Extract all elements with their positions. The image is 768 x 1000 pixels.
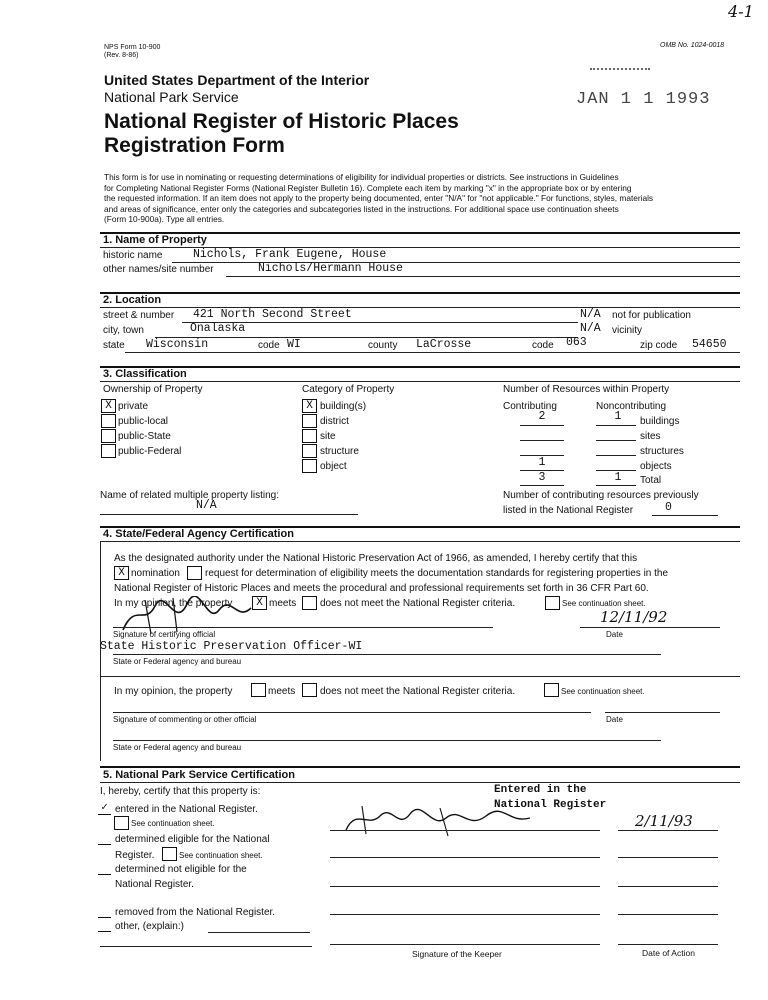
category-buildings-label: building(s) xyxy=(320,401,367,412)
agency-name: National Park Service xyxy=(104,89,239,105)
opinion2-text: In my opinion, the property xyxy=(114,686,233,697)
date2-label: Date xyxy=(606,715,623,724)
form-number: NPS Form 10-900 xyxy=(104,44,161,51)
vicinity-mark[interactable]: N/A xyxy=(580,322,601,335)
does-not-meet2-label: does not meet the National Register criteria. xyxy=(320,686,516,697)
section-4-heading: 4. State/Federal Agency Certification xyxy=(103,528,294,540)
date-line xyxy=(618,914,718,915)
contrib-buildings[interactable]: 2 xyxy=(538,410,546,423)
not-for-publication-label: not for publication xyxy=(612,310,691,321)
request-text: request for determination of eligibility meets the documentation standards for registering properties in the xyxy=(205,568,669,579)
historic-name-label: historic name xyxy=(103,250,163,261)
agency-line xyxy=(113,654,661,655)
previously-listed-value[interactable]: 0 xyxy=(665,501,672,514)
keeper-signature-label: Signature of the Keeper xyxy=(412,949,502,959)
eligible-label: determined eligible for the National xyxy=(115,834,270,845)
form-title: National Register of Historic Places xyxy=(104,110,459,133)
field-line xyxy=(100,514,358,515)
signature-line xyxy=(113,712,591,713)
section-rule xyxy=(100,676,740,677)
keeper-signature xyxy=(336,800,536,840)
instruction-line: and areas of significance, enter only the categories and subcategories listed in the instructions. For additional space use continuation sheets xyxy=(104,203,619,214)
other-names-value[interactable]: Nichols/Hermann House xyxy=(258,262,403,275)
omb-number: OMB No. 1024-0018 xyxy=(660,42,725,49)
section-1-heading: 1. Name of Property xyxy=(103,234,207,246)
zip-label: zip code xyxy=(640,340,678,351)
other-names-label: other names/site number xyxy=(103,264,214,275)
state-value[interactable]: Wisconsin xyxy=(146,338,209,351)
agency2-label: State or Federal agency and bureau xyxy=(113,743,242,752)
date-line xyxy=(580,627,720,628)
entered-see-cont-checkbox[interactable] xyxy=(114,816,129,830)
signature-line xyxy=(113,627,493,628)
cert-statement-line-3: National Register of Historic Places and meets the procedural and professional requirements set forth in 36 CFR Part 60. xyxy=(114,583,649,594)
previously-listed-label-1: Number of contributing resources previously xyxy=(503,490,699,501)
ownership-private-label: private xyxy=(118,401,149,412)
date-line xyxy=(618,830,718,831)
keeper-date-value[interactable]: 2/11/93 xyxy=(635,812,693,830)
removed-checkbox[interactable] xyxy=(98,905,111,918)
meets2-checkbox[interactable] xyxy=(251,683,266,697)
entered-checkbox[interactable]: ✓ xyxy=(98,802,111,815)
state-code-value[interactable]: WI xyxy=(287,338,301,351)
field-line xyxy=(520,440,564,441)
contrib-total[interactable]: 3 xyxy=(538,471,546,484)
category-district-checkbox[interactable] xyxy=(302,414,317,428)
not-eligible-label: determined not eligible for the xyxy=(115,864,247,875)
noncontrib-buildings[interactable]: 1 xyxy=(614,410,622,423)
resource-type-objects: objects xyxy=(640,461,672,472)
noncontributing-label: Noncontributing xyxy=(596,401,667,412)
field-line xyxy=(208,932,310,933)
instruction-line: for Completing National Register Forms (National Register Bulletin 16). Complete each item by marking "x" in the appropriate box or by entering xyxy=(104,182,632,193)
date-line xyxy=(605,712,720,713)
county-code-label: code xyxy=(532,340,554,351)
date-line xyxy=(618,857,718,858)
street-label: street & number xyxy=(103,310,175,321)
resources-label: Number of Resources within Property xyxy=(503,384,670,395)
vicinity-label: vicinity xyxy=(612,325,643,336)
field-line xyxy=(596,455,636,456)
form-subtitle: Registration Form xyxy=(104,134,285,157)
entered-stamp-line-2: National Register xyxy=(494,799,607,811)
agency-bureau-value[interactable]: State Historic Preservation Officer-WI xyxy=(100,640,363,653)
state-label: state xyxy=(103,340,125,351)
agency-bureau-label: State or Federal agency and bureau xyxy=(113,657,242,666)
category-structure-label: structure xyxy=(320,446,359,457)
ownership-public-local-label: public-local xyxy=(118,416,169,427)
cert-statement-line-1: As the designated authority under the National Historic Preservation Act of 1966, as amended, I hereby certify that this xyxy=(114,553,638,564)
category-label: Category of Property xyxy=(302,384,395,395)
field-line xyxy=(596,425,636,426)
does-not-meet-checkbox[interactable] xyxy=(302,596,317,610)
eligible-register-label: Register. xyxy=(115,850,155,861)
field-line xyxy=(596,485,636,486)
department-name: United States Department of the Interior xyxy=(104,72,370,88)
meets2-label: meets xyxy=(268,686,296,697)
received-stamp: JAN 1 1 1993 xyxy=(576,90,711,109)
nps-cert-intro: I, hereby, certify that this property is: xyxy=(100,786,261,797)
category-object-checkbox[interactable] xyxy=(302,459,317,473)
eligible-see-cont-label: See continuation sheet. xyxy=(179,851,263,860)
keeper-line xyxy=(330,886,600,887)
other-checkbox[interactable] xyxy=(98,919,111,932)
not-eligible-register-label: National Register. xyxy=(115,879,194,890)
not-for-publication-mark[interactable]: N/A xyxy=(580,308,601,321)
category-district-label: district xyxy=(320,416,349,427)
field-line xyxy=(520,425,564,426)
ownership-private-checkbox[interactable]: X xyxy=(101,399,116,413)
county-label: county xyxy=(368,340,398,351)
category-structure-checkbox[interactable] xyxy=(302,444,317,458)
section-rule xyxy=(100,381,740,382)
section-rule xyxy=(100,366,740,368)
page-mark: 4-1 xyxy=(728,2,754,21)
city-label: city, town xyxy=(103,325,144,336)
city-value[interactable]: Onalaska xyxy=(190,322,246,335)
historic-name-value[interactable]: Nichols, Frank Eugene, House xyxy=(193,248,387,261)
entered-label: entered in the National Register. xyxy=(115,804,258,815)
section-rule xyxy=(100,541,740,542)
nomination-checkbox[interactable]: X xyxy=(114,566,129,580)
meets-checkbox[interactable]: X xyxy=(252,596,267,610)
other-label: other, (explain:) xyxy=(115,921,184,932)
section-rule xyxy=(100,292,740,294)
nomination-label: nomination xyxy=(131,568,180,579)
ownership-public-federal-label: public-Federal xyxy=(118,446,182,457)
category-buildings-checkbox[interactable]: X xyxy=(302,399,317,413)
contributing-label: Contributing xyxy=(503,401,557,412)
entered-see-cont-label: See continuation sheet. xyxy=(131,819,215,828)
resource-type-total: Total xyxy=(640,475,662,486)
agency-line xyxy=(113,740,661,741)
previously-listed-label-2: listed in the National Register xyxy=(503,505,634,516)
ownership-public-local-checkbox[interactable] xyxy=(101,414,116,428)
keeper-line xyxy=(330,914,600,915)
see-continuation2-label: See continuation sheet. xyxy=(561,687,645,696)
see-continuation-label: See continuation sheet. xyxy=(562,599,646,608)
category-site-label: site xyxy=(320,431,336,442)
keeper-line xyxy=(330,857,600,858)
section-3-heading: 3. Classification xyxy=(103,368,187,380)
opinion-text: In my opinion, the property xyxy=(114,598,233,609)
keeper-line xyxy=(330,830,600,831)
date-line xyxy=(618,886,718,887)
state-code-label: code xyxy=(258,340,280,351)
field-line xyxy=(100,946,312,947)
ownership-public-state-label: public-State xyxy=(118,431,171,442)
ownership-public-state-checkbox[interactable] xyxy=(101,429,116,443)
form-revision: (Rev. 8-86) xyxy=(104,52,139,59)
resource-type-sites: sites xyxy=(640,431,661,442)
county-code-value[interactable]: 063 xyxy=(566,336,587,349)
stamp-smudge xyxy=(590,68,650,70)
category-site-checkbox[interactable] xyxy=(302,429,317,443)
instruction-line: the requested information. If an item does not apply to the property being documented, enter "N/A" for "not applicable." For functions, styles, materials xyxy=(104,193,654,203)
request-checkbox[interactable] xyxy=(187,566,202,580)
eligible-see-cont-checkbox[interactable] xyxy=(162,847,177,861)
resource-type-structures: structures xyxy=(640,446,684,457)
instruction-line: (Form 10-900a). Type all entries. xyxy=(104,214,225,224)
see-continuation-checkbox[interactable] xyxy=(545,596,560,610)
multiple-listing-label: Name of related multiple property listing: xyxy=(100,490,279,501)
meets-label: meets xyxy=(269,598,297,609)
does-not-meet-label: does not meet the National Register criteria. xyxy=(320,598,516,609)
field-line xyxy=(520,485,564,486)
entered-stamp-line-1: Entered in the xyxy=(494,784,587,796)
certification-date-value[interactable]: 12/11/92 xyxy=(600,608,668,626)
section-rule xyxy=(100,766,740,768)
not-eligible-checkbox[interactable] xyxy=(98,862,111,875)
eligible-checkbox[interactable] xyxy=(98,832,111,845)
ownership-label: Ownership of Property xyxy=(103,384,203,395)
signature-label: Signature of certifying official xyxy=(113,630,216,639)
category-object-label: object xyxy=(320,461,347,472)
date-label: Date xyxy=(606,630,623,639)
contrib-objects[interactable]: 1 xyxy=(538,456,546,469)
zip-value[interactable]: 54650 xyxy=(692,338,727,351)
see-continuation2-checkbox[interactable] xyxy=(544,683,559,697)
section-5-heading: 5. National Park Service Certification xyxy=(103,769,295,781)
resource-type-buildings: buildings xyxy=(640,416,680,427)
field-line xyxy=(652,515,718,516)
does-not-meet2-checkbox[interactable] xyxy=(302,683,317,697)
removed-label: removed from the National Register. xyxy=(115,907,276,918)
field-line xyxy=(226,276,740,277)
section-2-heading: 2. Location xyxy=(103,294,162,306)
date-line xyxy=(618,944,718,945)
ownership-public-federal-checkbox[interactable] xyxy=(101,444,116,458)
instructions xyxy=(104,172,653,225)
county-value[interactable]: LaCrosse xyxy=(416,338,472,351)
multiple-listing-value[interactable]: N/A xyxy=(196,499,217,512)
instruction-line: This form is for use in nominating or requesting determinations of eligibility for individual properties or districts. See instructions in Guidelines xyxy=(104,172,619,182)
street-value[interactable]: 421 North Second Street xyxy=(193,308,352,321)
field-line xyxy=(125,352,740,353)
noncontrib-total[interactable]: 1 xyxy=(614,471,622,484)
keeper-line xyxy=(330,944,600,945)
field-line xyxy=(155,337,578,338)
comment-signature-label: Signature of commenting or other official xyxy=(113,715,257,724)
date-of-action-label: Date of Action xyxy=(642,948,695,958)
field-line xyxy=(596,440,636,441)
section-rule xyxy=(100,782,740,783)
